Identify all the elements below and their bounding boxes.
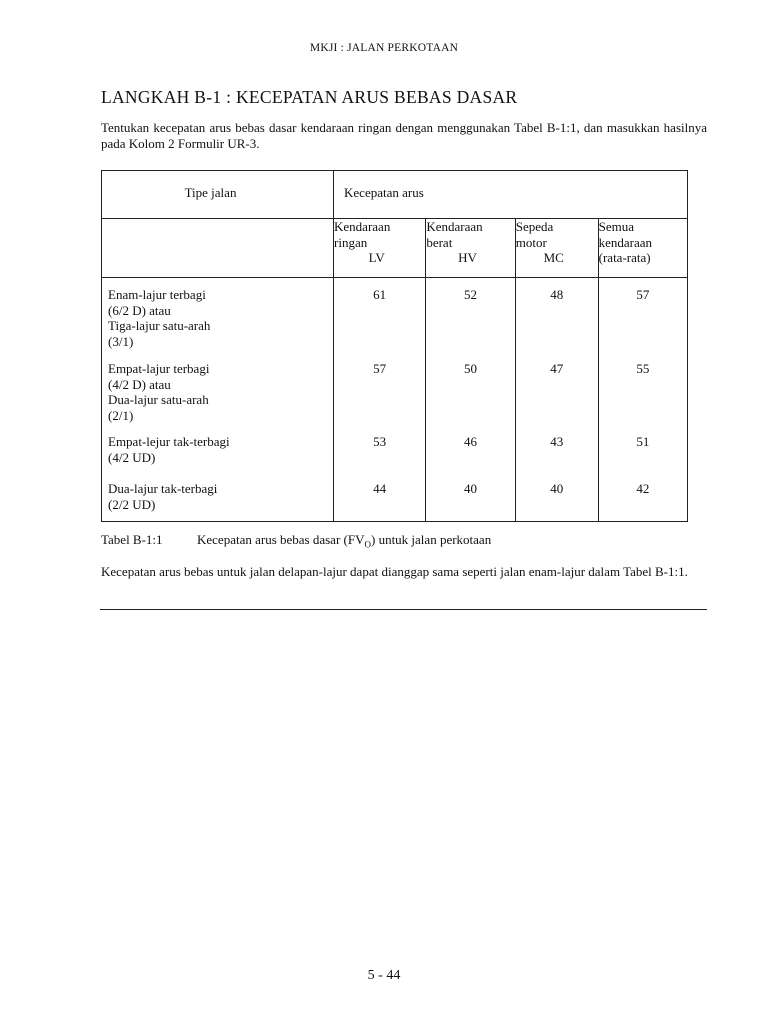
step-title: LANGKAH B-1 : KECEPATAN ARUS BEBAS DASAR <box>101 87 518 107</box>
speed-value: 47 <box>550 361 564 376</box>
road-type-line: (6/2 D) atau <box>108 302 171 318</box>
speed-value: 55 <box>636 361 650 376</box>
table-row <box>108 278 333 361</box>
vehicle-col-abbr: HV <box>458 250 477 265</box>
road-type-line: Tiga-lajur satu-arah <box>108 318 211 333</box>
speed-value: 52 <box>464 287 478 302</box>
road-type-line: Empat-lajur terbagi <box>108 361 210 376</box>
caption-text-after: ) untuk jalan perkotaan <box>370 532 492 547</box>
road-type-header: Tipe jalan <box>102 171 334 219</box>
table-caption <box>101 532 491 550</box>
table-header-row <box>102 171 688 219</box>
vehicle-col-mc <box>515 219 598 278</box>
vehicle-col-hv <box>426 219 515 278</box>
vehicle-header-row <box>102 219 688 278</box>
speed-value: 42 <box>636 481 650 496</box>
section-divider <box>100 609 707 610</box>
table-body <box>102 278 688 522</box>
page-number: 5 - 44 <box>367 968 401 983</box>
vehicle-col-line: Semua <box>598 219 635 234</box>
vehicle-col-line: Kendaraan <box>334 219 391 234</box>
caption-subscript: O <box>364 539 371 550</box>
table-row <box>108 361 333 434</box>
road-type-column <box>102 278 334 522</box>
vehicle-col-line: ringan <box>334 234 368 250</box>
vehicle-col-line: Sepeda <box>515 219 554 234</box>
speed-value: 57 <box>373 361 387 376</box>
running-header: MKJI : JALAN PERKOTAAN <box>309 42 459 54</box>
speed-value: 53 <box>373 434 387 449</box>
speed-value: 40 <box>550 481 564 496</box>
speed-header: Kecepatan arus <box>334 171 688 219</box>
speed-value: 46 <box>464 434 478 449</box>
note-paragraph: Kecepatan arus bebas untuk jalan delapan-lajur dapat dianggap sama seperti jalan enam-lajur dalam Tabel B-1:1. <box>101 564 688 579</box>
caption-text-before: Kecepatan arus bebas dasar (FV <box>197 532 365 547</box>
speed-value: 40 <box>464 481 478 496</box>
lv-values-column <box>334 278 426 522</box>
vehicle-col-line: kendaraan <box>598 234 653 250</box>
road-type-line: Enam-lajur terbagi <box>108 287 206 302</box>
speed-value: 48 <box>550 287 564 302</box>
speed-value: 57 <box>636 287 650 302</box>
vehicle-col-abbr: MC <box>543 250 564 265</box>
speed-value: 50 <box>464 361 478 376</box>
vehicle-col-line: Kendaraan <box>426 219 483 234</box>
vehicle-col-lv <box>334 219 426 278</box>
vehicle-col-all <box>598 219 687 278</box>
free-flow-speed-table <box>101 170 688 522</box>
intro-paragraph: Tentukan kecepatan arus bebas dasar kendaraan ringan dengan menggunakan Tabel B-1:1, dan masukkan hasilnya pada Kolom 2 Formulir UR-3. <box>101 120 707 151</box>
road-type-line: (2/2 UD) <box>108 496 156 512</box>
road-type-line: (2/1) <box>108 407 134 423</box>
road-type-line: Empat-lejur tak-terbagi <box>108 434 230 449</box>
road-type-line: (4/2 D) atau <box>108 376 171 392</box>
road-type-line: (3/1) <box>108 333 134 349</box>
speed-value: 51 <box>636 434 650 449</box>
speed-value: 61 <box>373 287 387 302</box>
vehicle-col-line: berat <box>426 234 453 250</box>
table-row <box>108 434 333 481</box>
vehicle-col-abbr: LV <box>368 250 385 265</box>
empty-header-cell <box>102 219 334 278</box>
all-values-column <box>598 278 687 522</box>
speed-value: 43 <box>550 434 564 449</box>
road-type-line: Dua-lajur tak-terbagi <box>108 481 218 496</box>
hv-values-column <box>426 278 515 522</box>
road-type-line: (4/2 UD) <box>108 449 156 465</box>
speed-value: 44 <box>373 481 387 496</box>
vehicle-col-abbr: (rata-rata) <box>598 250 651 265</box>
mc-values-column <box>515 278 598 522</box>
table-row <box>108 481 333 521</box>
vehicle-col-line: motor <box>515 234 547 250</box>
caption-label: Tabel B-1:1 <box>101 532 163 547</box>
road-type-line: Dua-lajur satu-arah <box>108 392 209 407</box>
